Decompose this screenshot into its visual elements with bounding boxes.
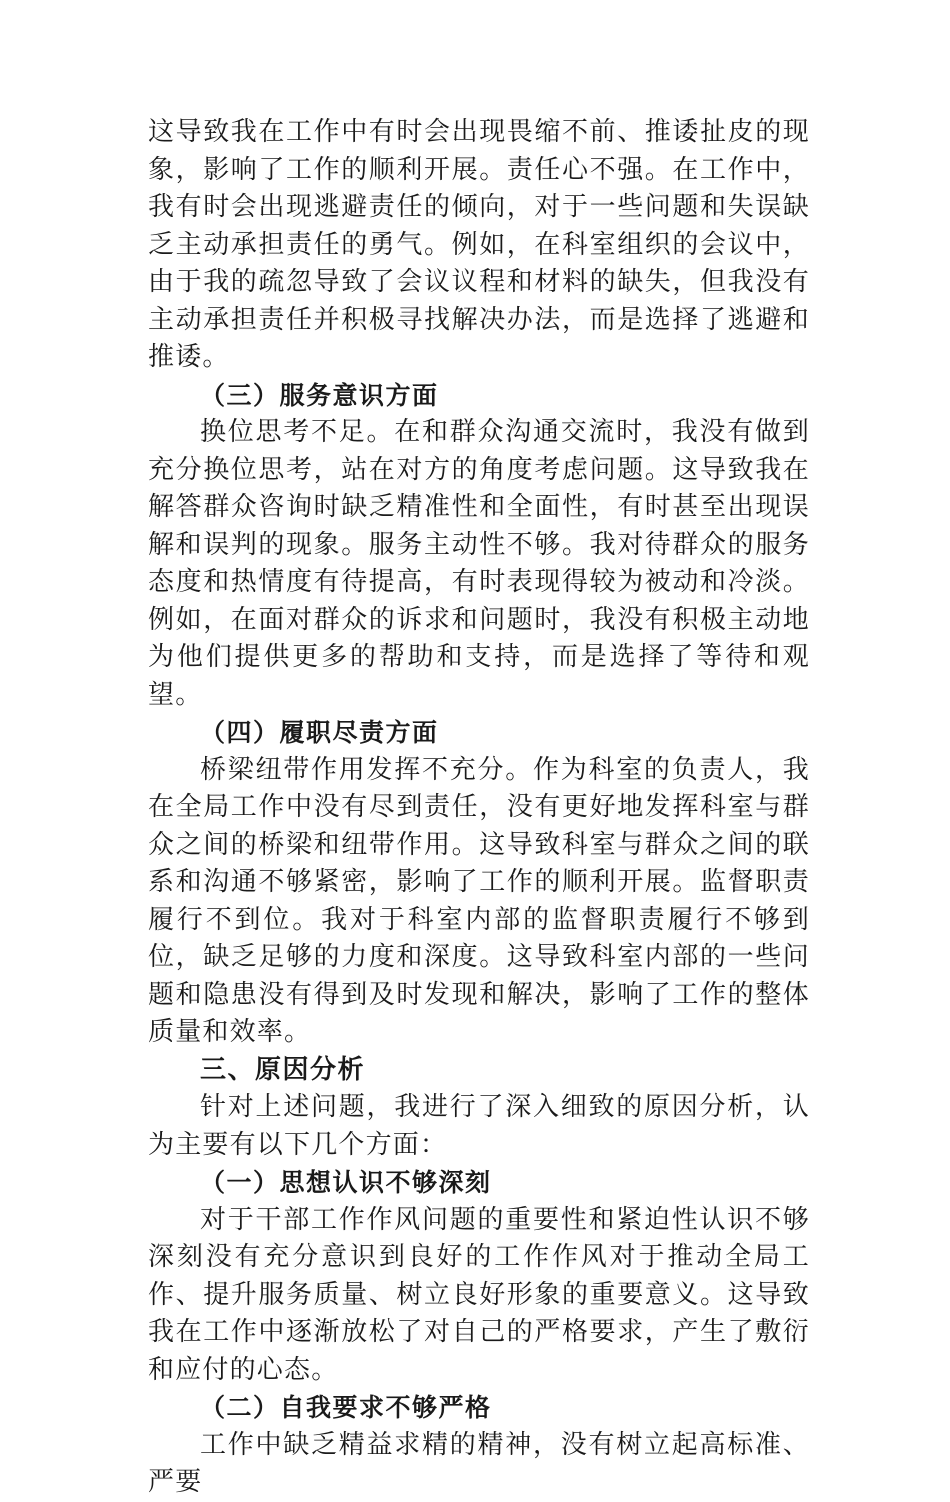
subheading-ideological-understanding: （一）思想认识不够深刻 <box>200 1168 492 1197</box>
paragraph-cause-intro: 针对上述问题，我进行了深入细致的原因分析，认为主要有以下几个方面： <box>148 1092 810 1160</box>
section-heading-cause-analysis: 三、原因分析 <box>200 1054 366 1085</box>
paragraph-ideological-understanding: 对于干部工作作风问题的重要性和紧迫性认识不够深刻没有充分意识到良好的工作作风对于推动全局工作、提升服务质量、树立良好形象的重要意义。这导致我在工作中逐渐放松了对自己的严格要求，产生了敷衍和应付的心态。 <box>148 1204 810 1385</box>
paragraph-self-requirement: 工作中缺乏精益求精的精神，没有树立起高标准、严要 <box>148 1429 810 1497</box>
subheading-self-requirement: （二）自我要求不够严格 <box>200 1393 492 1422</box>
document-body <box>148 114 810 1502</box>
subheading-duty-performance: （四）履职尽责方面 <box>200 718 439 747</box>
paragraph-responsibility: 这导致我在工作中有时会出现畏缩不前、推诿扯皮的现象，影响了工作的顺利开展。责任心不强。在工作中，我有时会出现逃避责任的倾向，对于一些问题和失误缺乏主动承担责任的勇气。例如，在科室组织的会议中，由于我的疏忽导致了会议议程和材料的缺失，但我没有主动承担责任并积极寻找解决办法，而是选择了逃避和推诿。 <box>148 117 810 372</box>
paragraph-duty-performance: 桥梁纽带作用发挥不充分。作为科室的负责人，我在全局工作中没有尽到责任，没有更好地发挥科室与群众之间的桥梁和纽带作用。这导致科室与群众之间的联系和沟通不够紧密，影响了工作的顺利开展。监督职责履行不到位。我对于科室内部的监督职责履行不够到位，缺乏足够的力度和深度。这导致科室内部的一些问题和隐患没有得到及时发现和解决，影响了工作的整体质量和效率。 <box>148 754 810 1047</box>
paragraph-service-awareness: 换位思考不足。在和群众沟通交流时，我没有做到充分换位思考，站在对方的角度考虑问题。这导致我在解答群众咨询时缺乏精准性和全面性，有时甚至出现误解和误判的现象。服务主动性不够。我对待群众的服务态度和热情度有待提高，有时表现得较为被动和冷淡。例如，在面对群众的诉求和问题时，我没有积极主动地为他们提供更多的帮助和支持，而是选择了等待和观望。 <box>148 417 810 710</box>
subheading-service-awareness: （三）服务意识方面 <box>200 380 439 410</box>
